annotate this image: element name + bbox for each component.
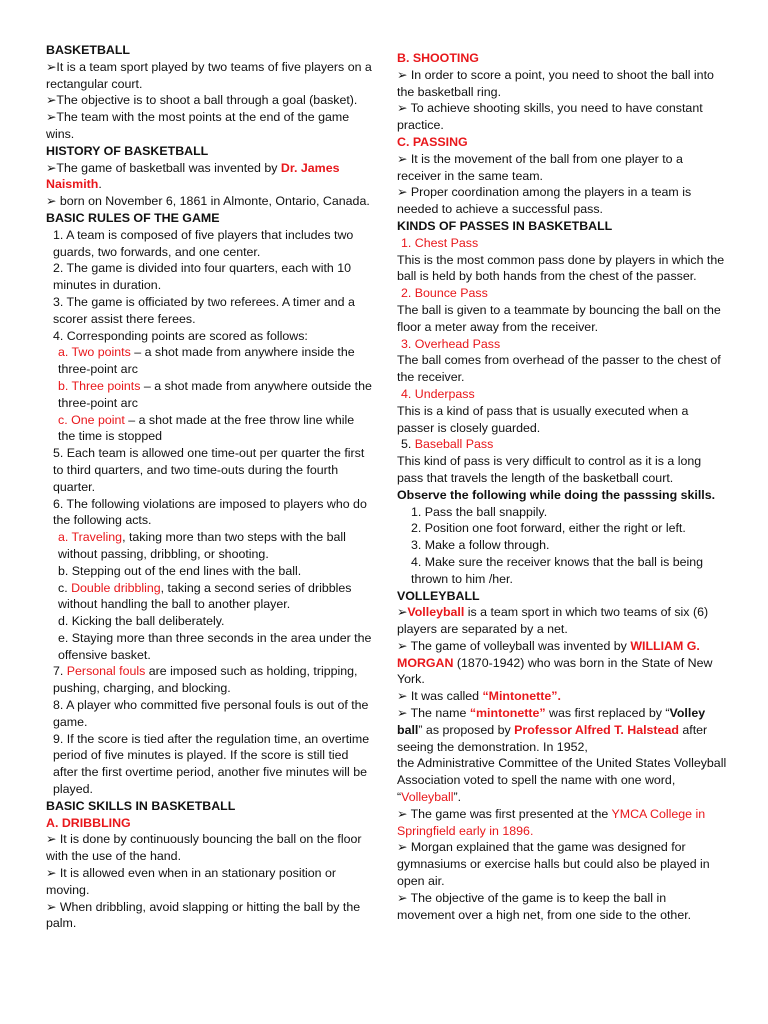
rule-6c: c. Double dribbling, taking a second series of dribbles without handling the ball to another player. [58, 580, 352, 612]
underpass-title: 4. Underpass [401, 386, 475, 401]
rule-7: 7. Personal fouls are imposed such as holding, tripping, pushing, charging, and blocking. [53, 664, 358, 696]
left-column [46, 42, 372, 932]
rule-4b: b. Three points – a shot made from anywhere outside the three-point arc [58, 378, 372, 410]
rule-4c: c. One point – a shot made at the free throw line while the time is stopped [58, 412, 355, 444]
term-traveling: a. Traveling [58, 530, 123, 545]
volleyball-point-3: ➢ It was called “Mintonette”. [397, 689, 561, 704]
passing-point-1: ➢ It is the movement of the ball from one player to a receiver in the same team. [397, 151, 683, 183]
volleyball-point-5: the Administrative Committee of the United States Volleyball Association voted to spell the name with one word, “Volleyball”. [397, 756, 727, 805]
observe-item-2: 2. Position one foot forward, either the right or left. [411, 521, 686, 536]
rule-6a: a. Traveling, taking more than two steps with the ball without passing, dribbling, or shooting. [58, 530, 346, 561]
volleyball-point-4: ➢ The name “mintonette” was first replaced by “Volley ball” as proposed by Professor Alfred T. Halstead after seeing the demonstration. In 1952, [397, 706, 708, 754]
kinds-heading: KINDS OF PASSES IN BASKETBALL [397, 218, 613, 233]
overhead-pass-title: 3. Overhead Pass [401, 336, 501, 351]
bounce-pass-title: 2. Bounce Pass [401, 286, 488, 301]
rule-8: 8. A player who committed five personal fouls is out of the game. [53, 698, 369, 729]
dribbling-point-2: ➢ It is allowed even when in an stationary position or moving. [46, 866, 337, 897]
rule-5: 5. Each team is allowed one time-out per quarter the first to third quarters, and two time-outs during the fourth quarter. [53, 446, 365, 494]
observe-heading: Observe the following while doing the passsing skills. [397, 487, 716, 502]
baseball-pass-text: This kind of pass is very difficult to control as it is a long pass that travels the length of the basketball court. [397, 454, 702, 485]
shooting-point-1: ➢ In order to score a point, you need to shoot the ball into the basketball ring. [397, 67, 714, 99]
volleyball-point-2: ➢ The game of volleyball was invented by WILLIAM G. MORGAN (1870-1942) who was born in the State of New York. [397, 638, 713, 687]
dribbling-point-1: ➢ It is done by continuously bouncing the ball on the floor with the use of the hand. [46, 832, 362, 864]
volleyball-point-1: ➢Volleyball is a team sport in which two teams of six (6) players are separated by a net. [397, 605, 709, 637]
term-one-point: c. One point [58, 412, 125, 427]
term-personal-fouls: Personal fouls [66, 664, 146, 679]
rule-9: 9. If the score is tied after the regulation time, an overtime period of five minutes is played. If the score is still tied after the first overtime period, another five minutes will be played. [53, 731, 370, 797]
term-three-points: b. Three points [58, 378, 141, 393]
term-double-dribbling: Double dribbling [71, 580, 161, 595]
baseball-pass-title: 5. Baseball Pass [401, 437, 494, 452]
rules-heading: BASIC RULES OF THE GAME [46, 210, 220, 225]
volleyball-point-6: ➢ The game was first presented at the YMCA College in Springfield early in 1896. [397, 806, 706, 838]
inventor-name: Dr. James Naismith [46, 160, 340, 192]
observe-item-4: 4. Make sure the receiver knows that the ball is being thrown to him /her. [411, 554, 704, 586]
chest-pass-text: This is the most common pass done by players in which the ball is held by both hands from the chest of the passer. [397, 252, 725, 284]
overhead-pass-text: The ball comes from overhead of the passer to the chest of the receiver. [397, 353, 721, 385]
basketball-point-3: ➢The team with the most points at the end of the game wins. [46, 110, 350, 141]
rule-6e: e. Staying more than three seconds in the area under the offensive basket. [58, 630, 372, 662]
rule-3: 3. The game is officiated by two referees. A timer and a scorer assist there ferees. [53, 294, 355, 326]
term-two-points: a. Two points [58, 345, 131, 360]
volleyball-heading: VOLLEYBALL [397, 588, 480, 603]
rule-6b: b. Stepping out of the end lines with the ball. [58, 563, 302, 578]
rule-4a: a. Two points – a shot made from anywhere inside the three-point arc [58, 345, 355, 377]
shooting-point-2: ➢ To achieve shooting skills, you need to have constant practice. [397, 101, 703, 133]
passing-point-2: ➢ Proper coordination among the players in a team is needed to achieve a successful pass. [397, 185, 692, 217]
history-point-1: ➢The game of basketball was invented by Dr. James Naismith. [46, 160, 340, 192]
underpass-text: This is a kind of pass that is usually executed when a passer is closely guarded. [397, 403, 689, 435]
volleyball-point-8: ➢ The objective of the game is to keep the ball in movement over a high net, from one side to the other. [397, 890, 692, 922]
dribbling-heading: A. DRIBBLING [46, 815, 131, 830]
rule-2: 2. The game is divided into four quarters, each with 10 minutes in duration. [53, 261, 352, 293]
basketball-point-1: ➢It is a team sport played by two teams of five players on a rectangular court. [46, 59, 372, 91]
observe-item-3: 3. Make a follow through. [411, 538, 550, 553]
skills-heading: BASIC SKILLS IN BASKETBALL [46, 798, 236, 813]
history-point-2: ➢ born on November 6, 1861 in Almonte, Ontario, Canada. [46, 194, 370, 209]
rule-1: 1. A team is composed of five players that includes two guards, two forwards, and one center. [53, 227, 354, 259]
shooting-heading: B. SHOOTING [397, 51, 479, 65]
rule-6: 6. The following violations are imposed to players who do the following acts. [53, 496, 367, 528]
rule-4: 4. Corresponding points are scored as follows: [53, 328, 308, 343]
passing-heading: C. PASSING [397, 134, 468, 149]
rule-6d: d. Kicking the ball deliberately. [58, 614, 225, 629]
basketball-point-2: ➢The objective is to shoot a ball through a goal (basket). [46, 93, 358, 108]
volleyball-point-7: ➢ Morgan explained that the game was designed for gymnasiums or exercise halls but could also be played in open air. [397, 840, 710, 889]
bounce-pass-text: The ball is given to a teammate by bouncing the ball on the floor a meter away from the receiver. [397, 302, 721, 334]
history-heading: HISTORY OF BASKETBALL [46, 143, 209, 158]
observe-item-1: 1. Pass the ball snappily. [411, 504, 548, 519]
basketball-heading: BASKETBALL [46, 43, 130, 57]
right-column [397, 42, 727, 923]
chest-pass-title: 1. Chest Pass [401, 235, 479, 250]
dribbling-point-3: ➢ When dribbling, avoid slapping or hitting the ball by the palm. [46, 899, 361, 931]
